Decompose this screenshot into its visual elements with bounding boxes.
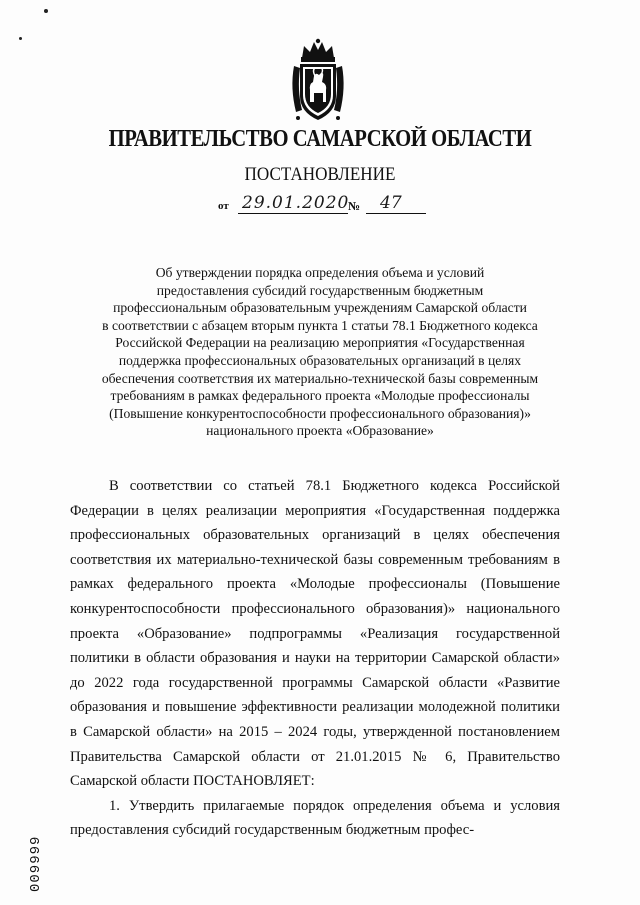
subject-line: требованиям в рамках федерального проекта «Молодые профессионалы	[110, 388, 530, 404]
document-type: ПОСТАНОВЛЕНИЕ	[244, 164, 396, 185]
subject-line: обеспечения соответствия их материально-технической базы современным	[101, 370, 539, 386]
side-stamp-container	[26, 808, 46, 892]
date-prefix: от	[218, 200, 229, 212]
body-paragraph: В соответствии со статьей 78.1 Бюджетного кодекса Российской Федерации в целях реализации мероприятия «Государственная поддержка профессиональных образовательных организаций в целях обеспечения соответствия их материально-технической базы современным требованиям в рамках федерального проекта «Молодые профессионалы (Повышение конкурентоспособности профессионального образования)» национального проекта «Образование» подпрограммы «Реализация государственной политики в области образования и науки на территории Самарской области» до 2022 года государственной программы Самарской области «Развитие образования и повышение эффективности реализации молодежной политики в Самарской области» на 2015 – 2024 годы, утвержденной постановлением Правительства Самарской области от 21.01.2015 № 6, Правительство Самарской области ПОСТАНОВЛЯЕТ:	[70, 478, 560, 790]
body-paragraph: 1. Утвердить прилагаемые порядок определения объема и условия предоставления субсидий государственным бюджетным профес-	[70, 797, 560, 839]
document-subject	[60, 264, 580, 440]
document-body	[70, 474, 560, 843]
scan-speck	[19, 37, 22, 40]
subject-line: (Повышение конкурентоспособности профессионального образования)»	[109, 405, 531, 421]
subject-line: в соответствии с абзацем вторым пункта 1 статьи 78.1 Бюджетного кодекса	[102, 317, 538, 333]
number-underline	[366, 213, 426, 214]
handwritten-number: 47	[380, 193, 402, 213]
subject-line: национального проекта «Образование»	[206, 423, 434, 439]
subject-line: Российской Федерации на реализацию мероприятия «Государственная	[115, 335, 525, 351]
number-prefix: №	[348, 199, 361, 213]
subject-line: предоставления субсидий государственным бюджетным	[156, 282, 484, 298]
subject-line: профессиональным образовательным учреждениям Самарской области	[113, 300, 527, 316]
organization-title: ПРАВИТЕЛЬСТВО САМАРСКОЙ ОБЛАСТИ	[108, 126, 532, 152]
subject-line: поддержка профессиональных образовательных организаций в целях	[118, 352, 522, 368]
coat-of-arms-icon	[288, 38, 348, 124]
subject-line: Об утверждении порядка определения объема и условий	[155, 265, 485, 280]
registration-line	[214, 193, 434, 217]
date-underline	[238, 213, 348, 214]
side-stamp-number: 009999	[28, 835, 44, 892]
handwritten-date: 29.01.2020	[242, 193, 350, 213]
scan-speck	[44, 9, 48, 13]
